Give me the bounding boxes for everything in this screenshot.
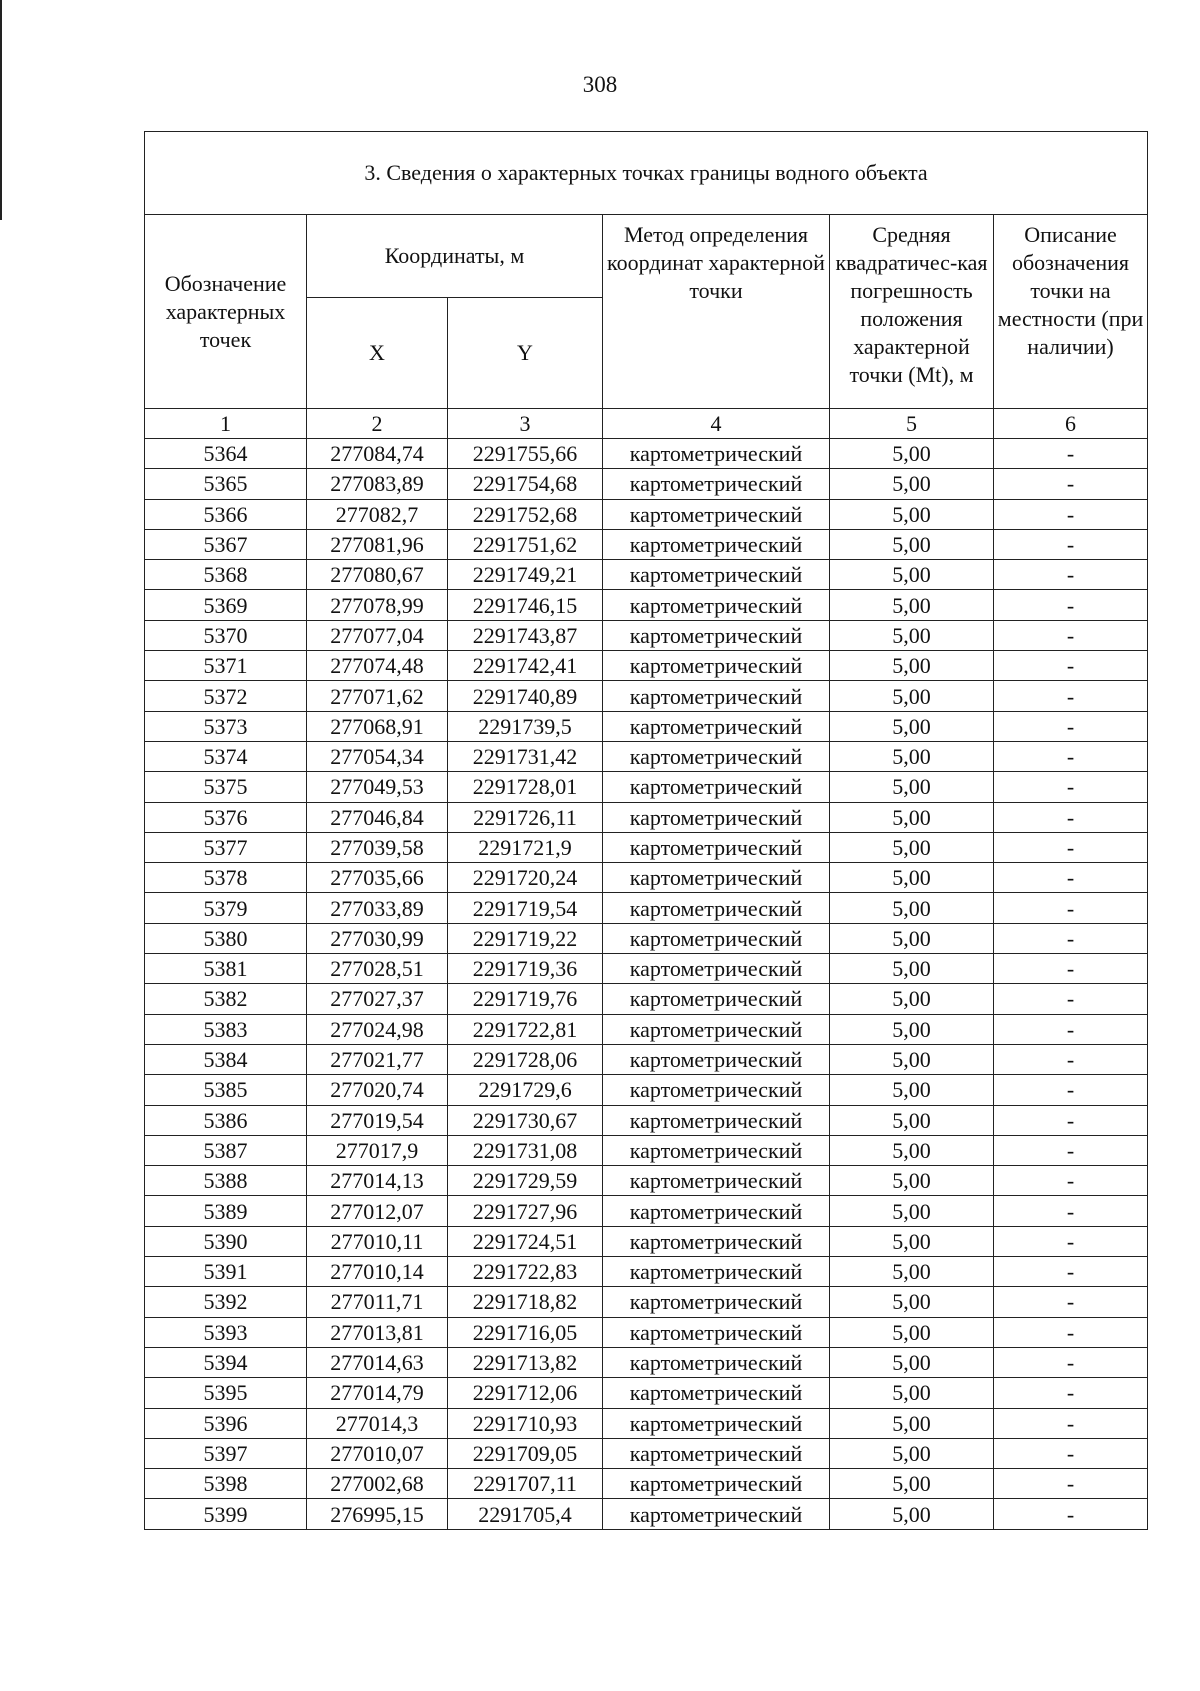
x-coordinate-cell: 277012,07 (307, 1196, 448, 1226)
table-row (145, 651, 1148, 681)
point-cell: 5374 (145, 741, 307, 771)
point-cell: 5375 (145, 772, 307, 802)
method-cell: картометрический (603, 590, 830, 620)
x-coordinate-cell: 277014,79 (307, 1378, 448, 1408)
method-cell: картометрический (603, 1105, 830, 1135)
error-cell: 5,00 (830, 1438, 994, 1468)
x-coordinate-cell: 277017,9 (307, 1135, 448, 1165)
point-cell: 5391 (145, 1257, 307, 1287)
method-cell: картометрический (603, 984, 830, 1014)
error-cell: 5,00 (830, 711, 994, 741)
table-row (145, 772, 1148, 802)
description-cell: - (994, 711, 1148, 741)
y-coordinate-cell: 2291743,87 (448, 620, 603, 650)
point-cell: 5378 (145, 863, 307, 893)
description-cell: - (994, 439, 1148, 469)
method-cell: картометрический (603, 1196, 830, 1226)
y-coordinate-cell: 2291719,54 (448, 893, 603, 923)
y-coordinate-cell: 2291710,93 (448, 1408, 603, 1438)
x-coordinate-cell: 277074,48 (307, 651, 448, 681)
y-coordinate-cell: 2291731,42 (448, 741, 603, 771)
table-row (145, 1226, 1148, 1256)
description-cell: - (994, 1438, 1148, 1468)
header-coordinates: Координаты, м (307, 215, 603, 298)
table-row (145, 1075, 1148, 1105)
x-coordinate-cell: 277071,62 (307, 681, 448, 711)
x-coordinate-cell: 277010,11 (307, 1226, 448, 1256)
x-coordinate-cell: 277010,14 (307, 1257, 448, 1287)
x-coordinate-cell: 277033,89 (307, 893, 448, 923)
error-cell: 5,00 (830, 439, 994, 469)
header-x: X (307, 298, 448, 409)
point-cell: 5396 (145, 1408, 307, 1438)
point-cell: 5393 (145, 1317, 307, 1347)
method-cell: картометрический (603, 620, 830, 650)
x-coordinate-cell: 277010,07 (307, 1438, 448, 1468)
point-cell: 5390 (145, 1226, 307, 1256)
method-cell: картометрический (603, 651, 830, 681)
table-row (145, 832, 1148, 862)
column-number: 3 (448, 409, 603, 439)
column-number: 1 (145, 409, 307, 439)
point-cell: 5383 (145, 1014, 307, 1044)
description-cell: - (994, 1135, 1148, 1165)
description-cell: - (994, 499, 1148, 529)
x-coordinate-cell: 277083,89 (307, 469, 448, 499)
column-number: 5 (830, 409, 994, 439)
y-coordinate-cell: 2291720,24 (448, 863, 603, 893)
error-cell: 5,00 (830, 772, 994, 802)
x-coordinate-cell: 277014,13 (307, 1166, 448, 1196)
table-row (145, 1287, 1148, 1317)
scan-edge-line (0, 0, 2, 220)
point-cell: 5379 (145, 893, 307, 923)
y-coordinate-cell: 2291739,5 (448, 711, 603, 741)
table-row (145, 1347, 1148, 1377)
x-coordinate-cell: 277049,53 (307, 772, 448, 802)
y-coordinate-cell: 2291721,9 (448, 832, 603, 862)
method-cell: картометрический (603, 1014, 830, 1044)
description-cell: - (994, 1226, 1148, 1256)
description-cell: - (994, 1044, 1148, 1074)
point-cell: 5365 (145, 469, 307, 499)
table-row (145, 1135, 1148, 1165)
y-coordinate-cell: 2291727,96 (448, 1196, 603, 1226)
y-coordinate-cell: 2291719,76 (448, 984, 603, 1014)
description-cell: - (994, 741, 1148, 771)
description-cell: - (994, 772, 1148, 802)
description-cell: - (994, 1378, 1148, 1408)
method-cell: картометрический (603, 1166, 830, 1196)
method-cell: картометрический (603, 560, 830, 590)
table-row (145, 893, 1148, 923)
error-cell: 5,00 (830, 1135, 994, 1165)
y-coordinate-cell: 2291718,82 (448, 1287, 603, 1317)
table-row (145, 1105, 1148, 1135)
method-cell: картометрический (603, 1408, 830, 1438)
x-coordinate-cell: 277013,81 (307, 1317, 448, 1347)
point-cell: 5382 (145, 984, 307, 1014)
description-cell: - (994, 1287, 1148, 1317)
table-row (145, 1378, 1148, 1408)
method-cell: картометрический (603, 1257, 830, 1287)
method-cell: картометрический (603, 1438, 830, 1468)
error-cell: 5,00 (830, 1226, 994, 1256)
y-coordinate-cell: 2291722,81 (448, 1014, 603, 1044)
header-method: Метод определения координат характерной точки (603, 215, 830, 409)
column-number-row (145, 409, 1148, 439)
y-coordinate-cell: 2291730,67 (448, 1105, 603, 1135)
error-cell: 5,00 (830, 681, 994, 711)
x-coordinate-cell: 277077,04 (307, 620, 448, 650)
point-cell: 5370 (145, 620, 307, 650)
point-cell: 5373 (145, 711, 307, 741)
error-cell: 5,00 (830, 1257, 994, 1287)
method-cell: картометрический (603, 923, 830, 953)
table-row (145, 1499, 1148, 1529)
column-number: 2 (307, 409, 448, 439)
description-cell: - (994, 984, 1148, 1014)
method-cell: картометрический (603, 893, 830, 923)
error-cell: 5,00 (830, 1075, 994, 1105)
table-row (145, 1014, 1148, 1044)
error-cell: 5,00 (830, 832, 994, 862)
table-row (145, 1469, 1148, 1499)
method-cell: картометрический (603, 1044, 830, 1074)
error-cell: 5,00 (830, 863, 994, 893)
point-cell: 5392 (145, 1287, 307, 1317)
point-cell: 5386 (145, 1105, 307, 1135)
point-cell: 5380 (145, 923, 307, 953)
point-cell: 5372 (145, 681, 307, 711)
description-cell: - (994, 1196, 1148, 1226)
point-cell: 5385 (145, 1075, 307, 1105)
y-coordinate-cell: 2291755,66 (448, 439, 603, 469)
error-cell: 5,00 (830, 1166, 994, 1196)
method-cell: картометрический (603, 772, 830, 802)
description-cell: - (994, 1257, 1148, 1287)
x-coordinate-cell: 277019,54 (307, 1105, 448, 1135)
error-cell: 5,00 (830, 802, 994, 832)
error-cell: 5,00 (830, 529, 994, 559)
x-coordinate-cell: 277030,99 (307, 923, 448, 953)
table-row (145, 1196, 1148, 1226)
method-cell: картометрический (603, 1226, 830, 1256)
y-coordinate-cell: 2291719,22 (448, 923, 603, 953)
description-cell: - (994, 923, 1148, 953)
description-cell: - (994, 620, 1148, 650)
error-cell: 5,00 (830, 1408, 994, 1438)
point-cell: 5384 (145, 1044, 307, 1074)
method-cell: картометрический (603, 1469, 830, 1499)
table-row (145, 802, 1148, 832)
boundary-points-table (144, 131, 1148, 1530)
error-cell: 5,00 (830, 1347, 994, 1377)
header-description: Описание обозначения точки на местности (при наличии) (994, 215, 1148, 409)
method-cell: картометрический (603, 499, 830, 529)
x-coordinate-cell: 277014,3 (307, 1408, 448, 1438)
description-cell: - (994, 1499, 1148, 1529)
method-cell: картометрический (603, 863, 830, 893)
point-cell: 5387 (145, 1135, 307, 1165)
table-row (145, 1257, 1148, 1287)
x-coordinate-cell: 277084,74 (307, 439, 448, 469)
x-coordinate-cell: 277080,67 (307, 560, 448, 590)
error-cell: 5,00 (830, 1469, 994, 1499)
header-y: Y (448, 298, 603, 409)
x-coordinate-cell: 277035,66 (307, 863, 448, 893)
x-coordinate-cell: 277054,34 (307, 741, 448, 771)
table-row (145, 620, 1148, 650)
x-coordinate-cell: 277014,63 (307, 1347, 448, 1377)
y-coordinate-cell: 2291729,6 (448, 1075, 603, 1105)
point-cell: 5377 (145, 832, 307, 862)
point-cell: 5366 (145, 499, 307, 529)
error-cell: 5,00 (830, 741, 994, 771)
method-cell: картометрический (603, 439, 830, 469)
x-coordinate-cell: 277028,51 (307, 954, 448, 984)
description-cell: - (994, 469, 1148, 499)
description-cell: - (994, 832, 1148, 862)
y-coordinate-cell: 2291712,06 (448, 1378, 603, 1408)
y-coordinate-cell: 2291724,51 (448, 1226, 603, 1256)
table-body (145, 439, 1148, 1530)
x-coordinate-cell: 277082,7 (307, 499, 448, 529)
section-title-row (145, 132, 1148, 215)
error-cell: 5,00 (830, 984, 994, 1014)
y-coordinate-cell: 2291731,08 (448, 1135, 603, 1165)
method-cell: картометрический (603, 954, 830, 984)
error-cell: 5,00 (830, 1499, 994, 1529)
description-cell: - (994, 651, 1148, 681)
y-coordinate-cell: 2291716,05 (448, 1317, 603, 1347)
y-coordinate-cell: 2291705,4 (448, 1499, 603, 1529)
method-cell: картометрический (603, 681, 830, 711)
error-cell: 5,00 (830, 893, 994, 923)
method-cell: картометрический (603, 1317, 830, 1347)
x-coordinate-cell: 277081,96 (307, 529, 448, 559)
y-coordinate-cell: 2291749,21 (448, 560, 603, 590)
error-cell: 5,00 (830, 469, 994, 499)
table-row (145, 1044, 1148, 1074)
table-row (145, 1438, 1148, 1468)
y-coordinate-cell: 2291742,41 (448, 651, 603, 681)
method-cell: картометрический (603, 1075, 830, 1105)
header-row-top (145, 215, 1148, 298)
error-cell: 5,00 (830, 923, 994, 953)
table-row (145, 681, 1148, 711)
y-coordinate-cell: 2291728,06 (448, 1044, 603, 1074)
description-cell: - (994, 1166, 1148, 1196)
point-cell: 5369 (145, 590, 307, 620)
error-cell: 5,00 (830, 590, 994, 620)
point-cell: 5367 (145, 529, 307, 559)
point-cell: 5376 (145, 802, 307, 832)
x-coordinate-cell: 277024,98 (307, 1014, 448, 1044)
table-row (145, 1166, 1148, 1196)
error-cell: 5,00 (830, 1317, 994, 1347)
y-coordinate-cell: 2291751,62 (448, 529, 603, 559)
description-cell: - (994, 1105, 1148, 1135)
table-row (145, 863, 1148, 893)
table-row (145, 469, 1148, 499)
column-number: 6 (994, 409, 1148, 439)
x-coordinate-cell: 277021,77 (307, 1044, 448, 1074)
y-coordinate-cell: 2291719,36 (448, 954, 603, 984)
description-cell: - (994, 1014, 1148, 1044)
point-cell: 5389 (145, 1196, 307, 1226)
method-cell: картометрический (603, 529, 830, 559)
description-cell: - (994, 529, 1148, 559)
table-row (145, 590, 1148, 620)
y-coordinate-cell: 2291707,11 (448, 1469, 603, 1499)
description-cell: - (994, 893, 1148, 923)
method-cell: картометрический (603, 802, 830, 832)
table-row (145, 954, 1148, 984)
y-coordinate-cell: 2291754,68 (448, 469, 603, 499)
point-cell: 5388 (145, 1166, 307, 1196)
description-cell: - (994, 1317, 1148, 1347)
table-row (145, 560, 1148, 590)
description-cell: - (994, 560, 1148, 590)
method-cell: картометрический (603, 1287, 830, 1317)
method-cell: картометрический (603, 1499, 830, 1529)
point-cell: 5395 (145, 1378, 307, 1408)
table-row (145, 1408, 1148, 1438)
point-cell: 5364 (145, 439, 307, 469)
x-coordinate-cell: 277020,74 (307, 1075, 448, 1105)
description-cell: - (994, 1075, 1148, 1105)
point-cell: 5394 (145, 1347, 307, 1377)
method-cell: картометрический (603, 741, 830, 771)
y-coordinate-cell: 2291713,82 (448, 1347, 603, 1377)
point-cell: 5397 (145, 1438, 307, 1468)
point-cell: 5399 (145, 1499, 307, 1529)
point-cell: 5368 (145, 560, 307, 590)
x-coordinate-cell: 277078,99 (307, 590, 448, 620)
description-cell: - (994, 802, 1148, 832)
table-row (145, 711, 1148, 741)
method-cell: картометрический (603, 832, 830, 862)
x-coordinate-cell: 277039,58 (307, 832, 448, 862)
error-cell: 5,00 (830, 1196, 994, 1226)
description-cell: - (994, 1347, 1148, 1377)
error-cell: 5,00 (830, 620, 994, 650)
y-coordinate-cell: 2291728,01 (448, 772, 603, 802)
x-coordinate-cell: 276995,15 (307, 1499, 448, 1529)
column-number: 4 (603, 409, 830, 439)
error-cell: 5,00 (830, 1287, 994, 1317)
x-coordinate-cell: 277068,91 (307, 711, 448, 741)
method-cell: картометрический (603, 469, 830, 499)
y-coordinate-cell: 2291752,68 (448, 499, 603, 529)
error-cell: 5,00 (830, 1044, 994, 1074)
table-row (145, 923, 1148, 953)
x-coordinate-cell: 277011,71 (307, 1287, 448, 1317)
method-cell: картометрический (603, 1378, 830, 1408)
table-row (145, 741, 1148, 771)
y-coordinate-cell: 2291722,83 (448, 1257, 603, 1287)
description-cell: - (994, 863, 1148, 893)
error-cell: 5,00 (830, 560, 994, 590)
x-coordinate-cell: 277002,68 (307, 1469, 448, 1499)
y-coordinate-cell: 2291729,59 (448, 1166, 603, 1196)
method-cell: картометрический (603, 1135, 830, 1165)
point-cell: 5381 (145, 954, 307, 984)
description-cell: - (994, 1408, 1148, 1438)
method-cell: картометрический (603, 1347, 830, 1377)
x-coordinate-cell: 277027,37 (307, 984, 448, 1014)
error-cell: 5,00 (830, 651, 994, 681)
page-number: 308 (582, 72, 618, 97)
point-cell: 5398 (145, 1469, 307, 1499)
y-coordinate-cell: 2291746,15 (448, 590, 603, 620)
method-cell: картометрический (603, 711, 830, 741)
description-cell: - (994, 590, 1148, 620)
y-coordinate-cell: 2291726,11 (448, 802, 603, 832)
error-cell: 5,00 (830, 499, 994, 529)
table-row (145, 529, 1148, 559)
error-cell: 5,00 (830, 1378, 994, 1408)
description-cell: - (994, 954, 1148, 984)
description-cell: - (994, 681, 1148, 711)
table-row (145, 1317, 1148, 1347)
table-row (145, 439, 1148, 469)
table-row (145, 499, 1148, 529)
section-title: 3. Сведения о характерных точках границы водного объекта (145, 132, 1148, 215)
y-coordinate-cell: 2291709,05 (448, 1438, 603, 1468)
error-cell: 5,00 (830, 1105, 994, 1135)
y-coordinate-cell: 2291740,89 (448, 681, 603, 711)
description-cell: - (994, 1469, 1148, 1499)
error-cell: 5,00 (830, 954, 994, 984)
table-row (145, 984, 1148, 1014)
error-cell: 5,00 (830, 1014, 994, 1044)
x-coordinate-cell: 277046,84 (307, 802, 448, 832)
header-mean-square-error: Средняя квадратичес-кая погрешность положения характерной точки (Mt), м (830, 215, 994, 409)
point-cell: 5371 (145, 651, 307, 681)
header-point-designation: Обозначение характерных точек (145, 215, 307, 409)
